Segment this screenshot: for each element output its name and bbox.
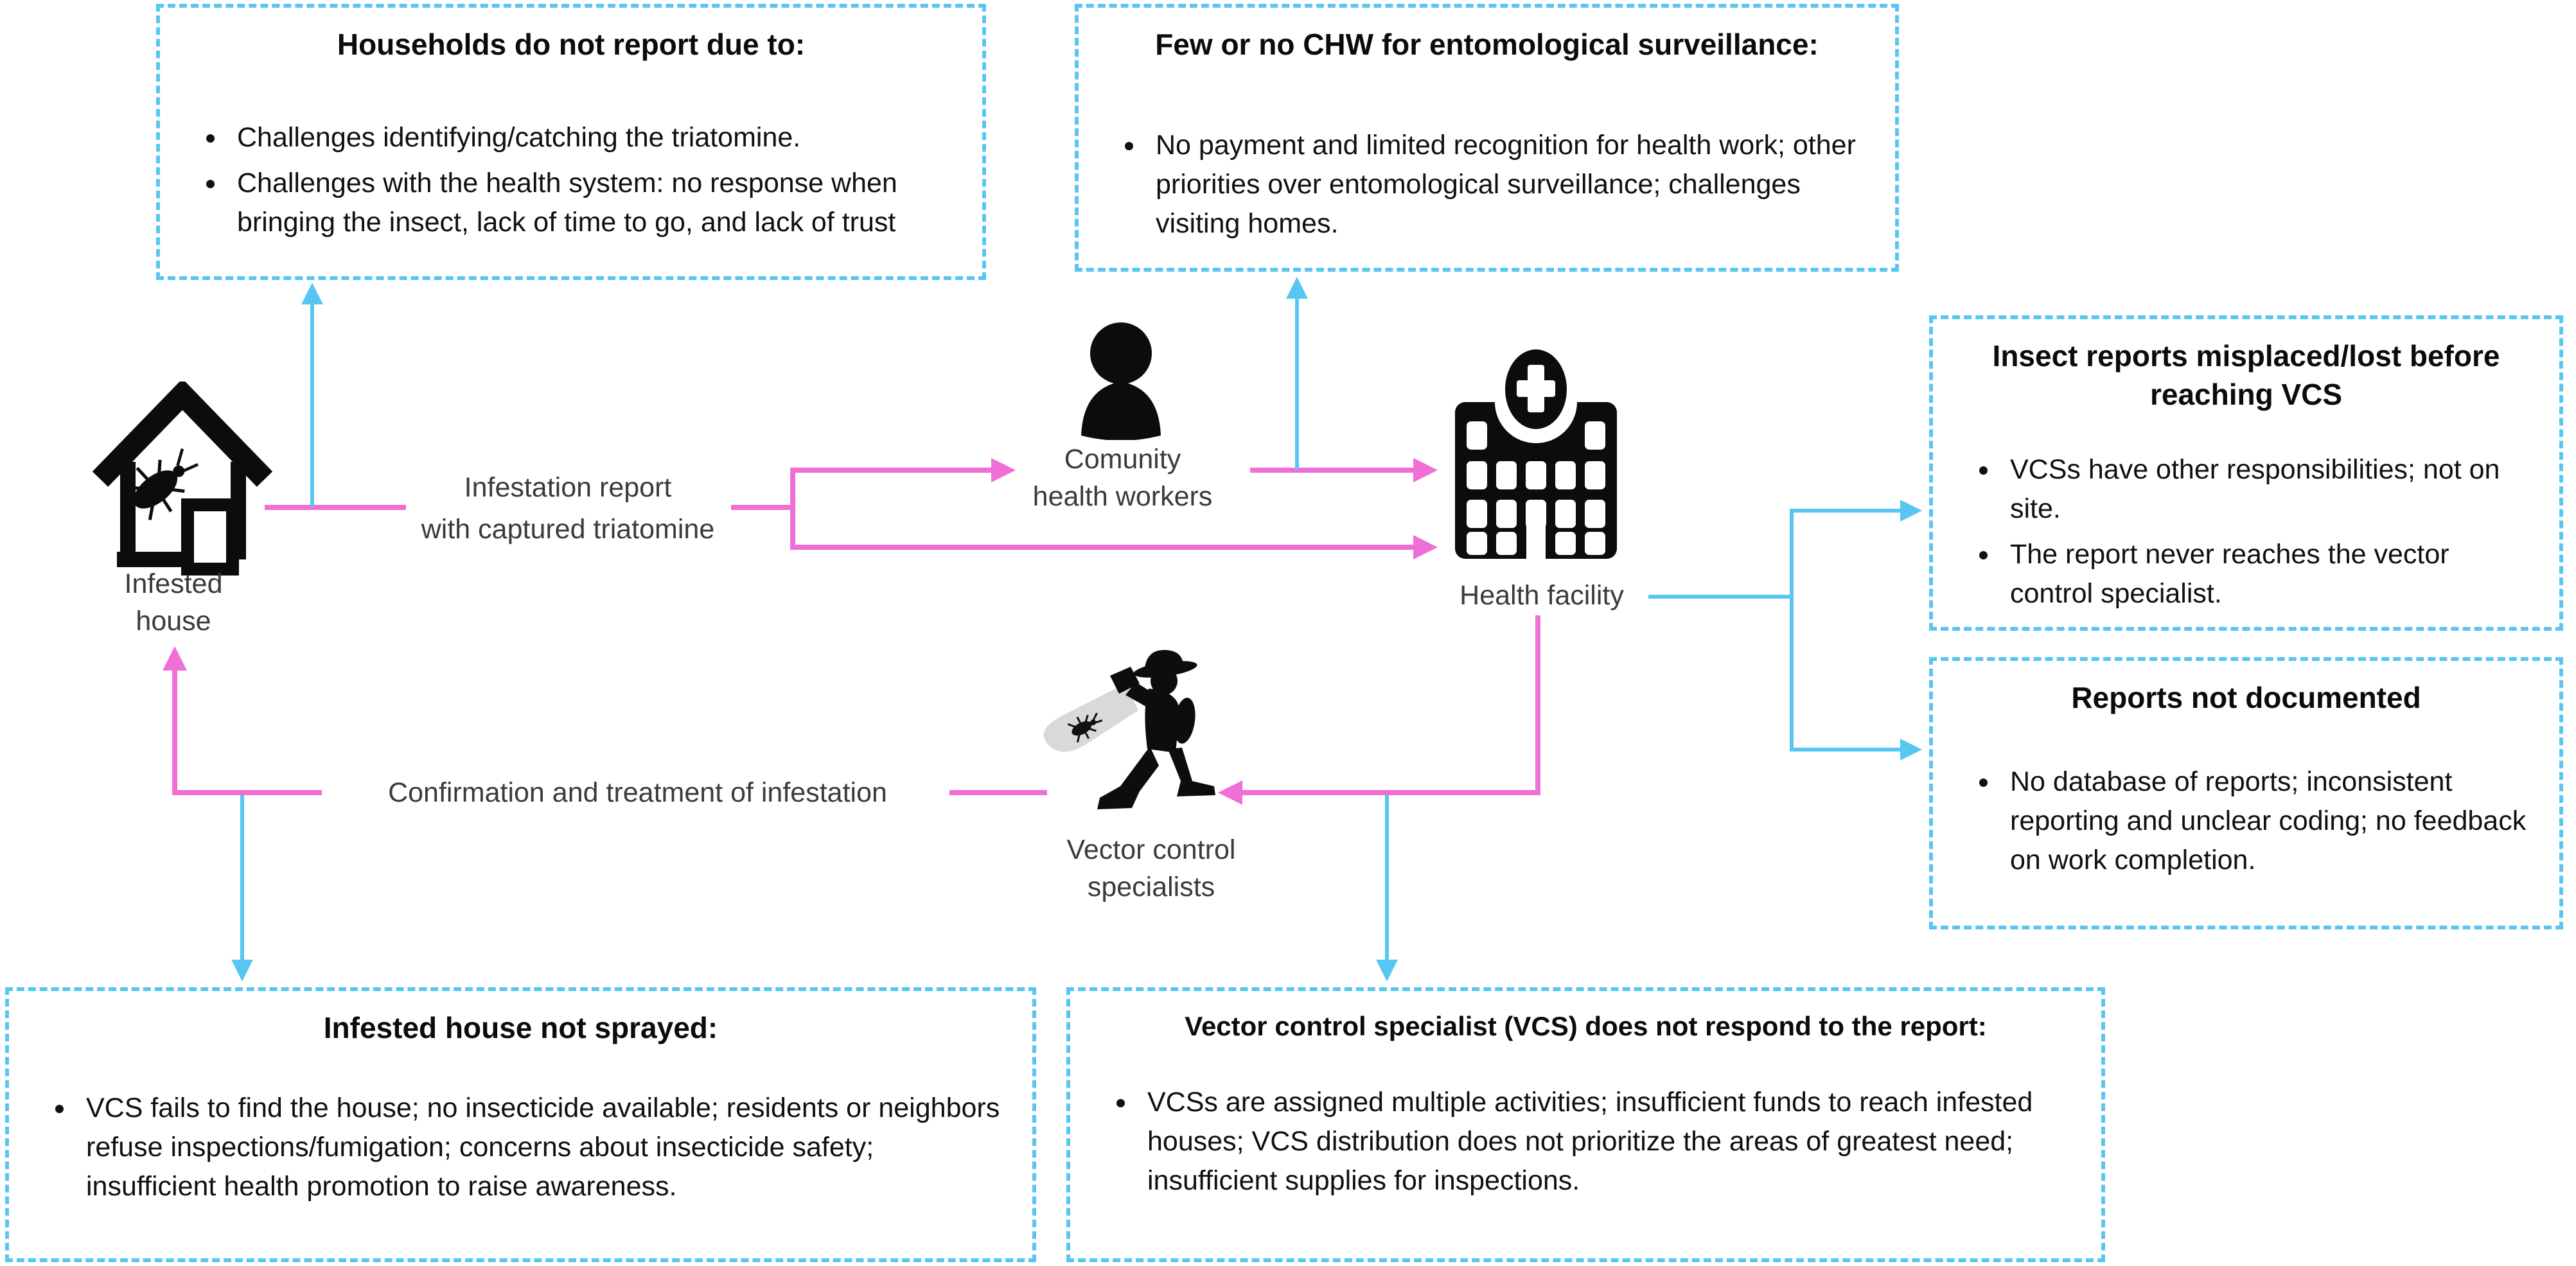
edge-house-report-line-left: [265, 505, 406, 510]
edge-report-to-facility-arrowhead: [1413, 535, 1438, 559]
box-reports-misplaced: [1929, 315, 2563, 631]
edge-to-not-documented-arrowhead: [1900, 739, 1922, 760]
infested-house-label-line1: Infested: [124, 568, 223, 599]
box-title: Reports not documented: [2071, 681, 2421, 714]
confirmation-edge-label: Confirmation and treatment of infestation: [388, 777, 887, 808]
edge-facility-right-bracket: [1790, 509, 1794, 752]
health-facility-icon: [1449, 346, 1623, 576]
bullet-item: • No database of reports; inconsistent reporting and unclear coding; no feedback on work completion.: [2000, 762, 2532, 880]
box-title: Insect reports misplaced/lost before reaching VCS: [1992, 339, 2500, 411]
edge-confirmation-to-house-arrowhead: [163, 646, 187, 671]
health-facility-label: Health facility: [1460, 580, 1624, 611]
infestation-report-label-line1: Infestation report: [464, 472, 672, 503]
edge-confirmation-to-house-line: [172, 671, 177, 795]
bullet-item: • VCS fails to find the house; no insecticide available; residents or neighbors refuse inspections/fumigation; concerns about insecticide safety; insufficient health promotion to raise awareness.: [76, 1089, 1005, 1206]
edge-chw-to-facility-line: [1250, 468, 1413, 473]
edge-to-not-sprayed-box-arrowhead: [231, 960, 253, 981]
edge-facility-to-vcs-line: [1242, 790, 1540, 795]
infestation-report-edge-label: [401, 467, 734, 550]
infested-house-label-line2: house: [136, 606, 211, 637]
vcs-label-line1: Vector control: [1066, 834, 1236, 865]
chw-label-line2: health workers: [1032, 481, 1213, 513]
edge-to-not-documented-line: [1794, 748, 1900, 752]
vcs-label: [1029, 831, 1273, 906]
box-bullet-list: [1106, 126, 1868, 243]
bullet-item: • No payment and limited recognition for health work; other priorities over entomological surveillance; challenges visiting homes.: [1145, 126, 1868, 243]
edge-chw-to-facility-arrowhead: [1413, 458, 1438, 482]
front-leg: [1097, 746, 1159, 809]
box-bullet-list: [1097, 1083, 2074, 1200]
edge-report-to-facility-line: [795, 545, 1413, 550]
chw-label-line1: Comunity: [1064, 444, 1181, 475]
vcs-label-line2: specialists: [1087, 872, 1215, 903]
door-icon: [188, 505, 233, 569]
box-bullet-list: [1960, 450, 2532, 613]
edge-to-vcs-no-response-box-arrowhead: [1376, 960, 1398, 981]
edge-to-households-box-arrowhead: [301, 283, 323, 304]
edge-to-vcs-no-response-box-line: [1385, 795, 1389, 960]
edge-to-few-chw-box-line: [1295, 299, 1299, 470]
bullet-item: • VCSs are assigned multiple activities; insufficient funds to reach infested houses; VCS distribution does not prioritize the areas of greatest need; insufficient supplies for inspections.: [1137, 1083, 2074, 1200]
bullet-item: • VCSs have other responsibilities; not on site.: [2000, 450, 2532, 529]
edge-vcs-confirmation-line-left: [172, 790, 322, 795]
edge-report-to-chw-line: [795, 468, 991, 473]
back-leg: [1168, 748, 1215, 796]
infested-house-label: [71, 565, 276, 640]
infestation-report-label-line2: with captured triatomine: [421, 513, 715, 545]
box-house-not-sprayed: [5, 987, 1036, 1262]
box-title: Infested house not sprayed:: [323, 1011, 718, 1044]
edge-house-report-line-right: [731, 505, 794, 510]
box-bullet-list: [1960, 762, 2532, 880]
box-vcs-no-response: [1066, 987, 2105, 1262]
bullet-item: • Challenges with the health system: no response when bringing the insect, lack of time to go, and lack of trust: [227, 164, 955, 242]
edge-facility-right-line: [1648, 595, 1794, 599]
box-bullet-list: [187, 118, 955, 242]
box-households-do-not-report: [156, 4, 986, 280]
box-title: Households do not report due to:: [337, 28, 806, 61]
flashlight-beam: [1044, 683, 1138, 752]
vector-control-specialist-icon: [1023, 644, 1235, 833]
box-title: Few or no CHW for entomological surveillance:: [1155, 28, 1819, 61]
edge-to-reports-lost-line: [1794, 509, 1900, 513]
box-reports-not-documented: [1929, 657, 2563, 929]
bullet-item: • The report never reaches the vector control specialist.: [2000, 535, 2532, 613]
box-bullet-list: [36, 1089, 1005, 1206]
edge-to-reports-lost-arrowhead: [1900, 500, 1922, 522]
edge-report-split-bracket: [790, 468, 795, 550]
edge-facility-down-line: [1535, 615, 1540, 795]
building-door: [1526, 520, 1546, 559]
hat-dome: [1145, 650, 1183, 669]
chw-label: [1002, 441, 1243, 515]
box-few-chw: [1075, 4, 1899, 272]
edge-to-few-chw-box-arrowhead: [1286, 277, 1308, 299]
edge-to-households-box-line: [310, 304, 314, 507]
box-title: Vector control specialist (VCS) does not respond to the report:: [1185, 1011, 1987, 1041]
edge-to-not-sprayed-box-line: [240, 795, 244, 960]
community-health-worker-icon: [1072, 321, 1171, 440]
house-with-triatomine-icon: [91, 382, 274, 584]
bullet-item: • Challenges identifying/catching the triatomine.: [227, 118, 955, 157]
